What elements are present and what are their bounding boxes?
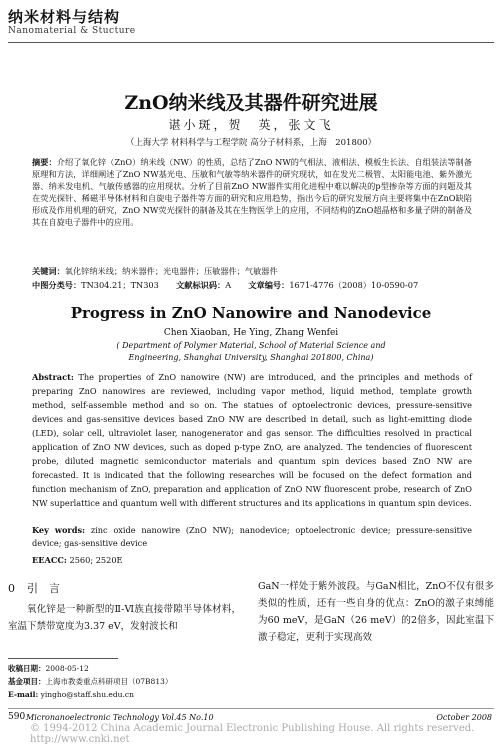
header-rule	[8, 42, 494, 43]
article-id-value: 1671-4776（2008）10-0590-07	[289, 280, 419, 290]
affiliation-en	[0, 340, 502, 364]
section-heading	[8, 580, 60, 596]
footnote-rule	[8, 658, 118, 659]
affiliation-en-line-2: Engineering, Shanghai University, Shanghai 201800, China)	[128, 353, 374, 362]
email-address: yingho@staff.shu.edu.cn	[40, 690, 134, 699]
abstract-label-en: Abstract:	[32, 372, 74, 382]
footer-rule	[8, 708, 494, 709]
fund-label: 基金项目：	[8, 677, 46, 686]
copyright-watermark: © 1994-2012 China Academic Journal Electronic Publishing House. All rights reserved. http://www.cnki.net	[30, 723, 475, 745]
keywords-label-en: Key words:	[32, 525, 86, 535]
abstract-label-cn: 摘要：	[32, 157, 57, 167]
clc-label: 中图分类号：	[32, 280, 82, 290]
affiliation-cn: （上海大学 材料科学与工程学院 高分子材料系，上海 201800）	[125, 138, 377, 148]
received-date: 2008-05-12	[45, 664, 89, 673]
email-label: E-mail:	[8, 690, 39, 699]
section-title: 引 言	[27, 582, 60, 595]
keywords-en	[32, 524, 472, 550]
fund-text: 上海市教委重点科研项目（07B813）	[45, 677, 173, 686]
keywords-label-cn: 关键词：	[32, 266, 65, 276]
eeacc-line	[32, 555, 123, 565]
keywords-text-cn: 氧化锌纳米线；纳米器件；光电器件；压敏器件；气敏器件	[64, 266, 278, 276]
received-label: 收稿日期：	[8, 664, 46, 673]
journal-name-en: Nanomaterial & Stucture	[8, 26, 136, 36]
authors-en: Chen Xiaoban, He Ying, Zhang Wenfei	[163, 328, 339, 338]
doc-code-label: 文献标识码：	[176, 280, 226, 290]
footnote	[8, 662, 172, 701]
page-number: 590	[8, 712, 26, 722]
journal-name-cn: 纳米材料与结构	[8, 8, 121, 26]
body-text-right: GaN一样处于紫外波段。与GaN相比，ZnO不仅有很多类似的性质，还有一些自身的优点：ZnO的激子束缚能为60 meV，是GaN（26 meV）的2倍多，因此室温下激子稳定，更利于实现高效	[258, 581, 494, 643]
classification-line	[32, 280, 472, 291]
abstract-cn	[32, 156, 472, 228]
keywords-cn	[32, 266, 472, 277]
article-title-en: Progress in ZnO Nanowire and Nanodevice	[70, 304, 432, 322]
keywords-text-en: zinc oxide nanowire (ZnO NW); nanodevice; optoelectronic device; pressure-sensitive device; gas-sensitive device	[32, 525, 472, 548]
section-number: 0	[8, 582, 15, 595]
clc-value: TN304.21；TN303	[81, 280, 159, 290]
abstract-en	[32, 370, 472, 510]
article-id-label: 文章编号：	[248, 280, 290, 290]
issue-date: October 2008	[436, 713, 492, 722]
abstract-text-en: The properties of ZnO nanowire (NW) are introduced, and the principles and methods of preparing ZnO nanowires are reviewed, including vapor method, liquid method, template growth method, self-assemble method and so on. The statues of optoelectronic devices, pressure-sensitive devices and gas-sensitive devices based ZnO NW are described in detail, such as light-emitting diode (LED), solar cell, ultraviolet laser, nanogenerator and gas sensor. The difficulties resolved in practical application of ZnO NW devices, such as doped p-type ZnO, are analyzed. The tendencies of fluorescent probe, diluted magnetic semiconductor materials and quantum spin devices based ZnO NW are forecasted. It is indicated that the following researches will be focused on the defect formation and function mechanism of ZnO, preparation and application of ZnO NW fluorescent probe, research of ZnO NW superlattice and quantum well with different structures and its applications in quantum spin devices.	[32, 372, 472, 508]
doc-code-value: A	[225, 280, 232, 290]
authors-cn: 谌小斑，贺 英，张文飞	[168, 118, 334, 132]
eeacc-label: EEACC:	[32, 555, 67, 565]
eeacc-value: 2560; 2520E	[69, 555, 123, 565]
article-title-cn: ZnO纳米线及其器件研究进展	[124, 92, 378, 114]
body-text-left: 氧化锌是一种新型的Ⅱ-Ⅵ族直接带隙半导体材料，室温下禁带宽度为3.37 eV，发射波长和	[8, 604, 241, 632]
journal-footer: Micronanoelectronic Technology Vol.45 No.10	[26, 713, 214, 722]
affiliation-en-line-1: ( Department of Polymer Material, School of Material Science and	[116, 341, 386, 350]
abstract-text-cn: 介绍了氧化锌（ZnO）纳米线（NW）的性质，总结了ZnO NW的气相法、液相法、模板生长法、自组装法等制备原理和方法，详细阐述了ZnO NW基光电、压敏和气敏等纳米器件的研究现状，如在发光二极管、太阳能电池、紫外激光器、纳米发电机、气敏传感器的应用现状。分析了目前ZnO NW器件实用化进程中难以解决的p型掺杂等方面的问题及其在荧光探针、稀磁半导体材料和自旋电子器件等方面的研究和应用趋势，指出今后的研究发展方向主要将集中在ZnO缺陷形成及作用机理的研究，ZnO NW荧光探针的制备及其在生物医学上的应用，不同结构的ZnO超晶格和多量子阱的制备及其在自旋电子器件中的应用。	[32, 157, 472, 227]
